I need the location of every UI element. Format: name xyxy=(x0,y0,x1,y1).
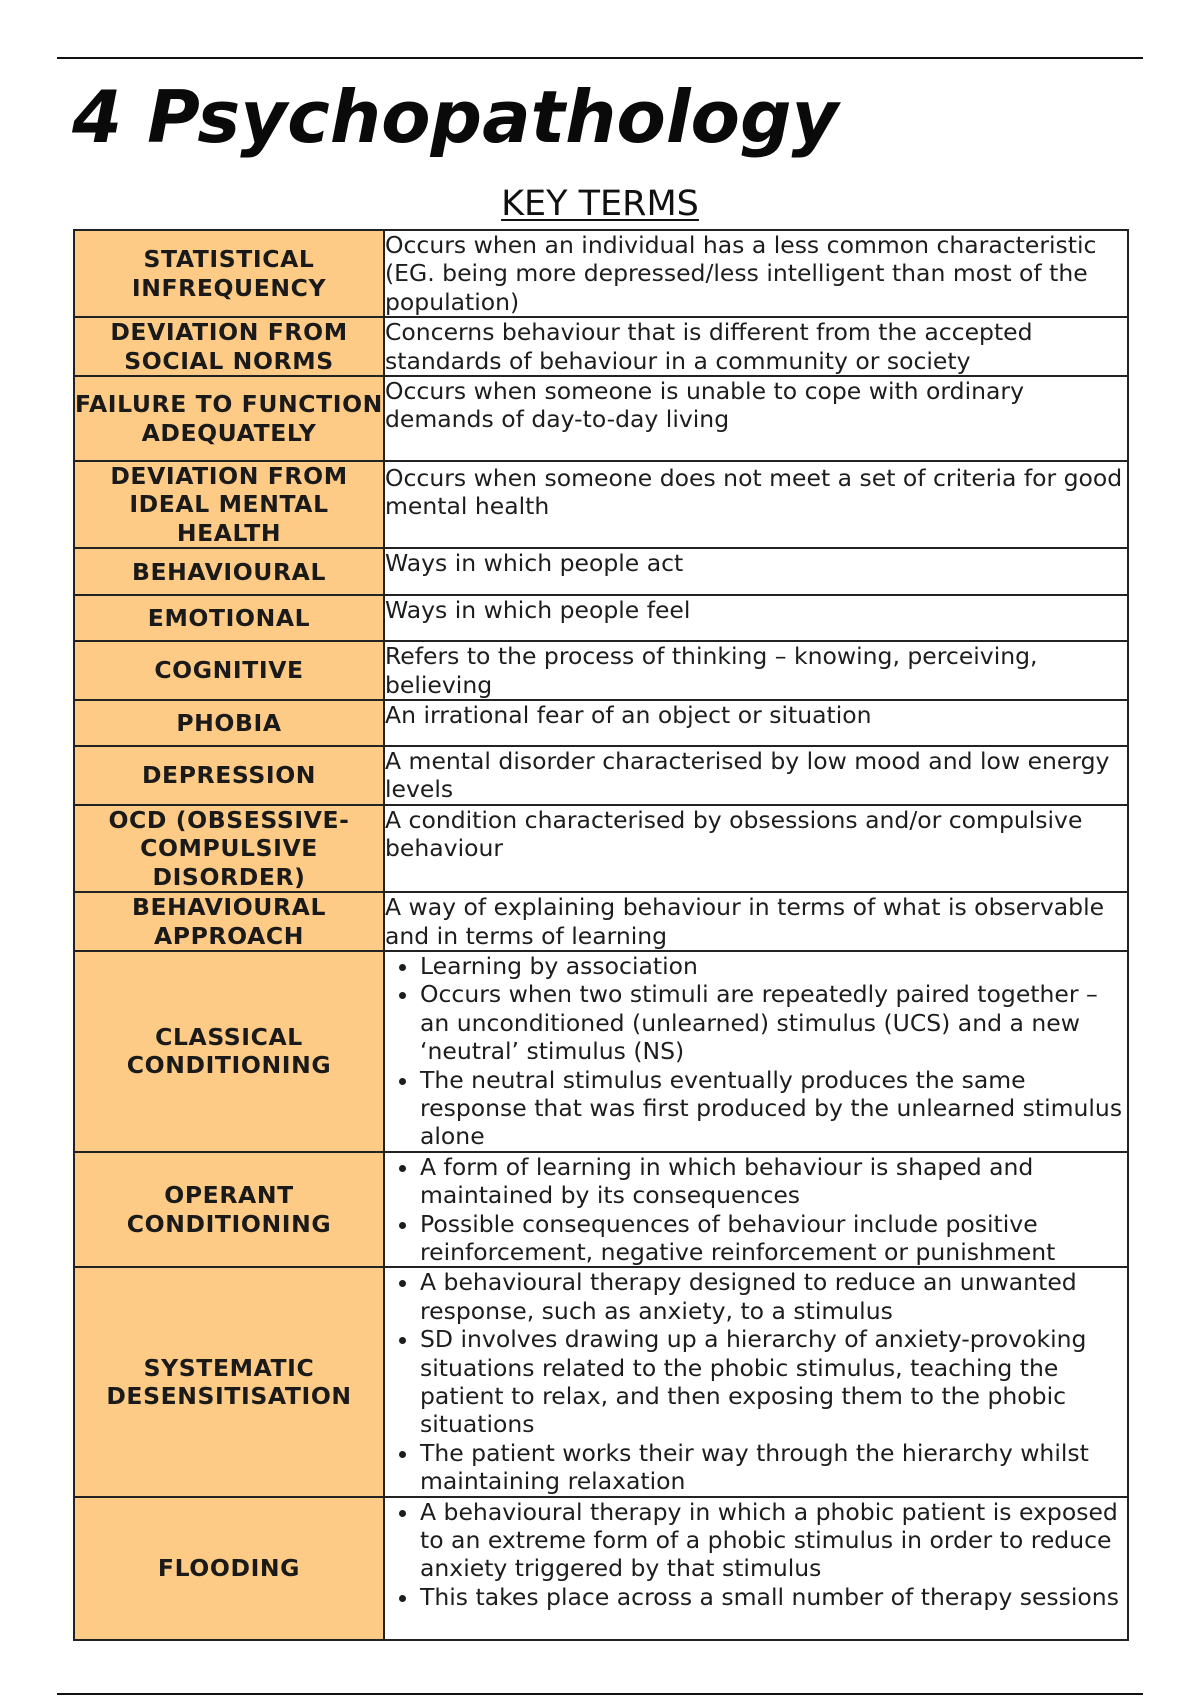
table-row xyxy=(74,461,1128,548)
definition-text: Occurs when someone is unable to cope with ordinary demands of day-to-day living xyxy=(385,377,1024,434)
term-cell: DEVIATION FROM SOCIAL NORMS xyxy=(74,317,384,376)
definition-text: An irrational fear of an object or situation xyxy=(385,701,872,730)
definition-text: Ways in which people act xyxy=(385,549,684,578)
table-row xyxy=(74,595,1128,641)
top-rule xyxy=(57,57,1143,59)
term-cell: BEHAVIOURAL xyxy=(74,548,384,595)
table-row xyxy=(74,1152,1128,1268)
definition-text: A mental disorder characterised by low mood and low energy levels xyxy=(385,747,1110,804)
table-row xyxy=(74,548,1128,595)
page-title: 4 Psychopathology xyxy=(72,75,839,159)
term-cell: DEPRESSION xyxy=(74,746,384,805)
bullet-list xyxy=(385,1498,1127,1612)
definition-cell xyxy=(384,1497,1128,1640)
definition-text: Occurs when someone does not meet a set of criteria for good mental health xyxy=(385,464,1123,521)
table-row xyxy=(74,230,1128,317)
bullet-list xyxy=(385,1153,1127,1267)
definition-text: Refers to the process of thinking – knowing, perceiving, believing xyxy=(385,642,1038,699)
table-row xyxy=(74,317,1128,376)
term-cell: FAILURE TO FUNCTION ADEQUATELY xyxy=(74,376,384,461)
definition-cell xyxy=(384,700,1128,746)
term-cell: OCD (OBSESSIVE-COMPULSIVE DISORDER) xyxy=(74,805,384,892)
definition-cell xyxy=(384,461,1128,548)
term-cell: SYSTEMATIC DESENSITISATION xyxy=(74,1267,384,1496)
table-row xyxy=(74,1267,1128,1496)
definition-text: Ways in which people feel xyxy=(385,596,691,625)
list-item: • A behavioural therapy in which a phobic patient is exposed to an extreme form of a phobic stimulus in order to reduce anxiety triggered by that stimulus xyxy=(420,1498,1127,1583)
list-item: • The neutral stimulus eventually produces the same response that was first produced by the unlearned stimulus alone xyxy=(420,1066,1127,1151)
list-item: • A form of learning in which behaviour is shaped and maintained by its consequences xyxy=(420,1153,1127,1210)
definition-cell xyxy=(384,805,1128,892)
list-item: • The patient works their way through the hierarchy whilst maintaining relaxation xyxy=(420,1439,1127,1496)
term-cell: PHOBIA xyxy=(74,700,384,746)
key-terms-table xyxy=(73,229,1129,1641)
definition-text: Occurs when an individual has a less common characteristic (EG. being more depressed/less intelligent than most of the population) xyxy=(385,231,1097,316)
table-row xyxy=(74,746,1128,805)
definition-cell xyxy=(384,1152,1128,1268)
list-item: • Learning by association xyxy=(420,952,1127,980)
term-cell: FLOODING xyxy=(74,1497,384,1640)
definition-cell xyxy=(384,746,1128,805)
list-item: • Occurs when two stimuli are repeatedly paired together – an unconditioned (unlearned) stimulus (UCS) and a new ‘neutral’ stimulus (NS) xyxy=(420,980,1127,1065)
definition-cell xyxy=(384,1267,1128,1496)
table-row xyxy=(74,376,1128,461)
definition-cell xyxy=(384,595,1128,641)
table-row xyxy=(74,641,1128,700)
definition-text: A way of explaining behaviour in terms of what is observable and in terms of learning xyxy=(385,893,1105,950)
term-cell: DEVIATION FROM IDEAL MENTAL HEALTH xyxy=(74,461,384,548)
bullet-list xyxy=(385,952,1127,1151)
term-cell: OPERANT CONDITIONING xyxy=(74,1152,384,1268)
definition-cell xyxy=(384,548,1128,595)
definition-text: A condition characterised by obsessions and/or compulsive behaviour xyxy=(385,805,1083,863)
list-item: • SD involves drawing up a hierarchy of anxiety-provoking situations related to the phobic stimulus, teaching the patient to relax, and then exposing them to the phobic situations xyxy=(420,1325,1127,1439)
term-cell: BEHAVIOURAL APPROACH xyxy=(74,892,384,951)
definition-cell xyxy=(384,317,1128,376)
table-row xyxy=(74,892,1128,951)
bullet-list xyxy=(385,1268,1127,1495)
term-cell: CLASSICAL CONDITIONING xyxy=(74,951,384,1152)
definition-cell xyxy=(384,892,1128,951)
definition-cell xyxy=(384,641,1128,700)
definition-text: Concerns behaviour that is different from the accepted standards of behaviour in a community or society xyxy=(385,318,1033,375)
term-cell: COGNITIVE xyxy=(74,641,384,700)
term-cell: STATISTICAL INFREQUENCY xyxy=(74,230,384,317)
term-cell: EMOTIONAL xyxy=(74,595,384,641)
definition-cell xyxy=(384,376,1128,461)
table-row xyxy=(74,1497,1128,1640)
list-item: • A behavioural therapy designed to reduce an unwanted response, such as anxiety, to a stimulus xyxy=(420,1268,1127,1325)
table-row xyxy=(74,700,1128,746)
bottom-rule xyxy=(57,1693,1143,1695)
definition-cell xyxy=(384,951,1128,1152)
table-row xyxy=(74,805,1128,892)
table-row xyxy=(74,951,1128,1152)
list-item: • This takes place across a small number of therapy sessions xyxy=(420,1583,1127,1611)
section-heading: KEY TERMS xyxy=(501,184,699,224)
definition-cell xyxy=(384,230,1128,317)
list-item: • Possible consequences of behaviour include positive reinforcement, negative reinforcement or punishment xyxy=(420,1210,1127,1267)
